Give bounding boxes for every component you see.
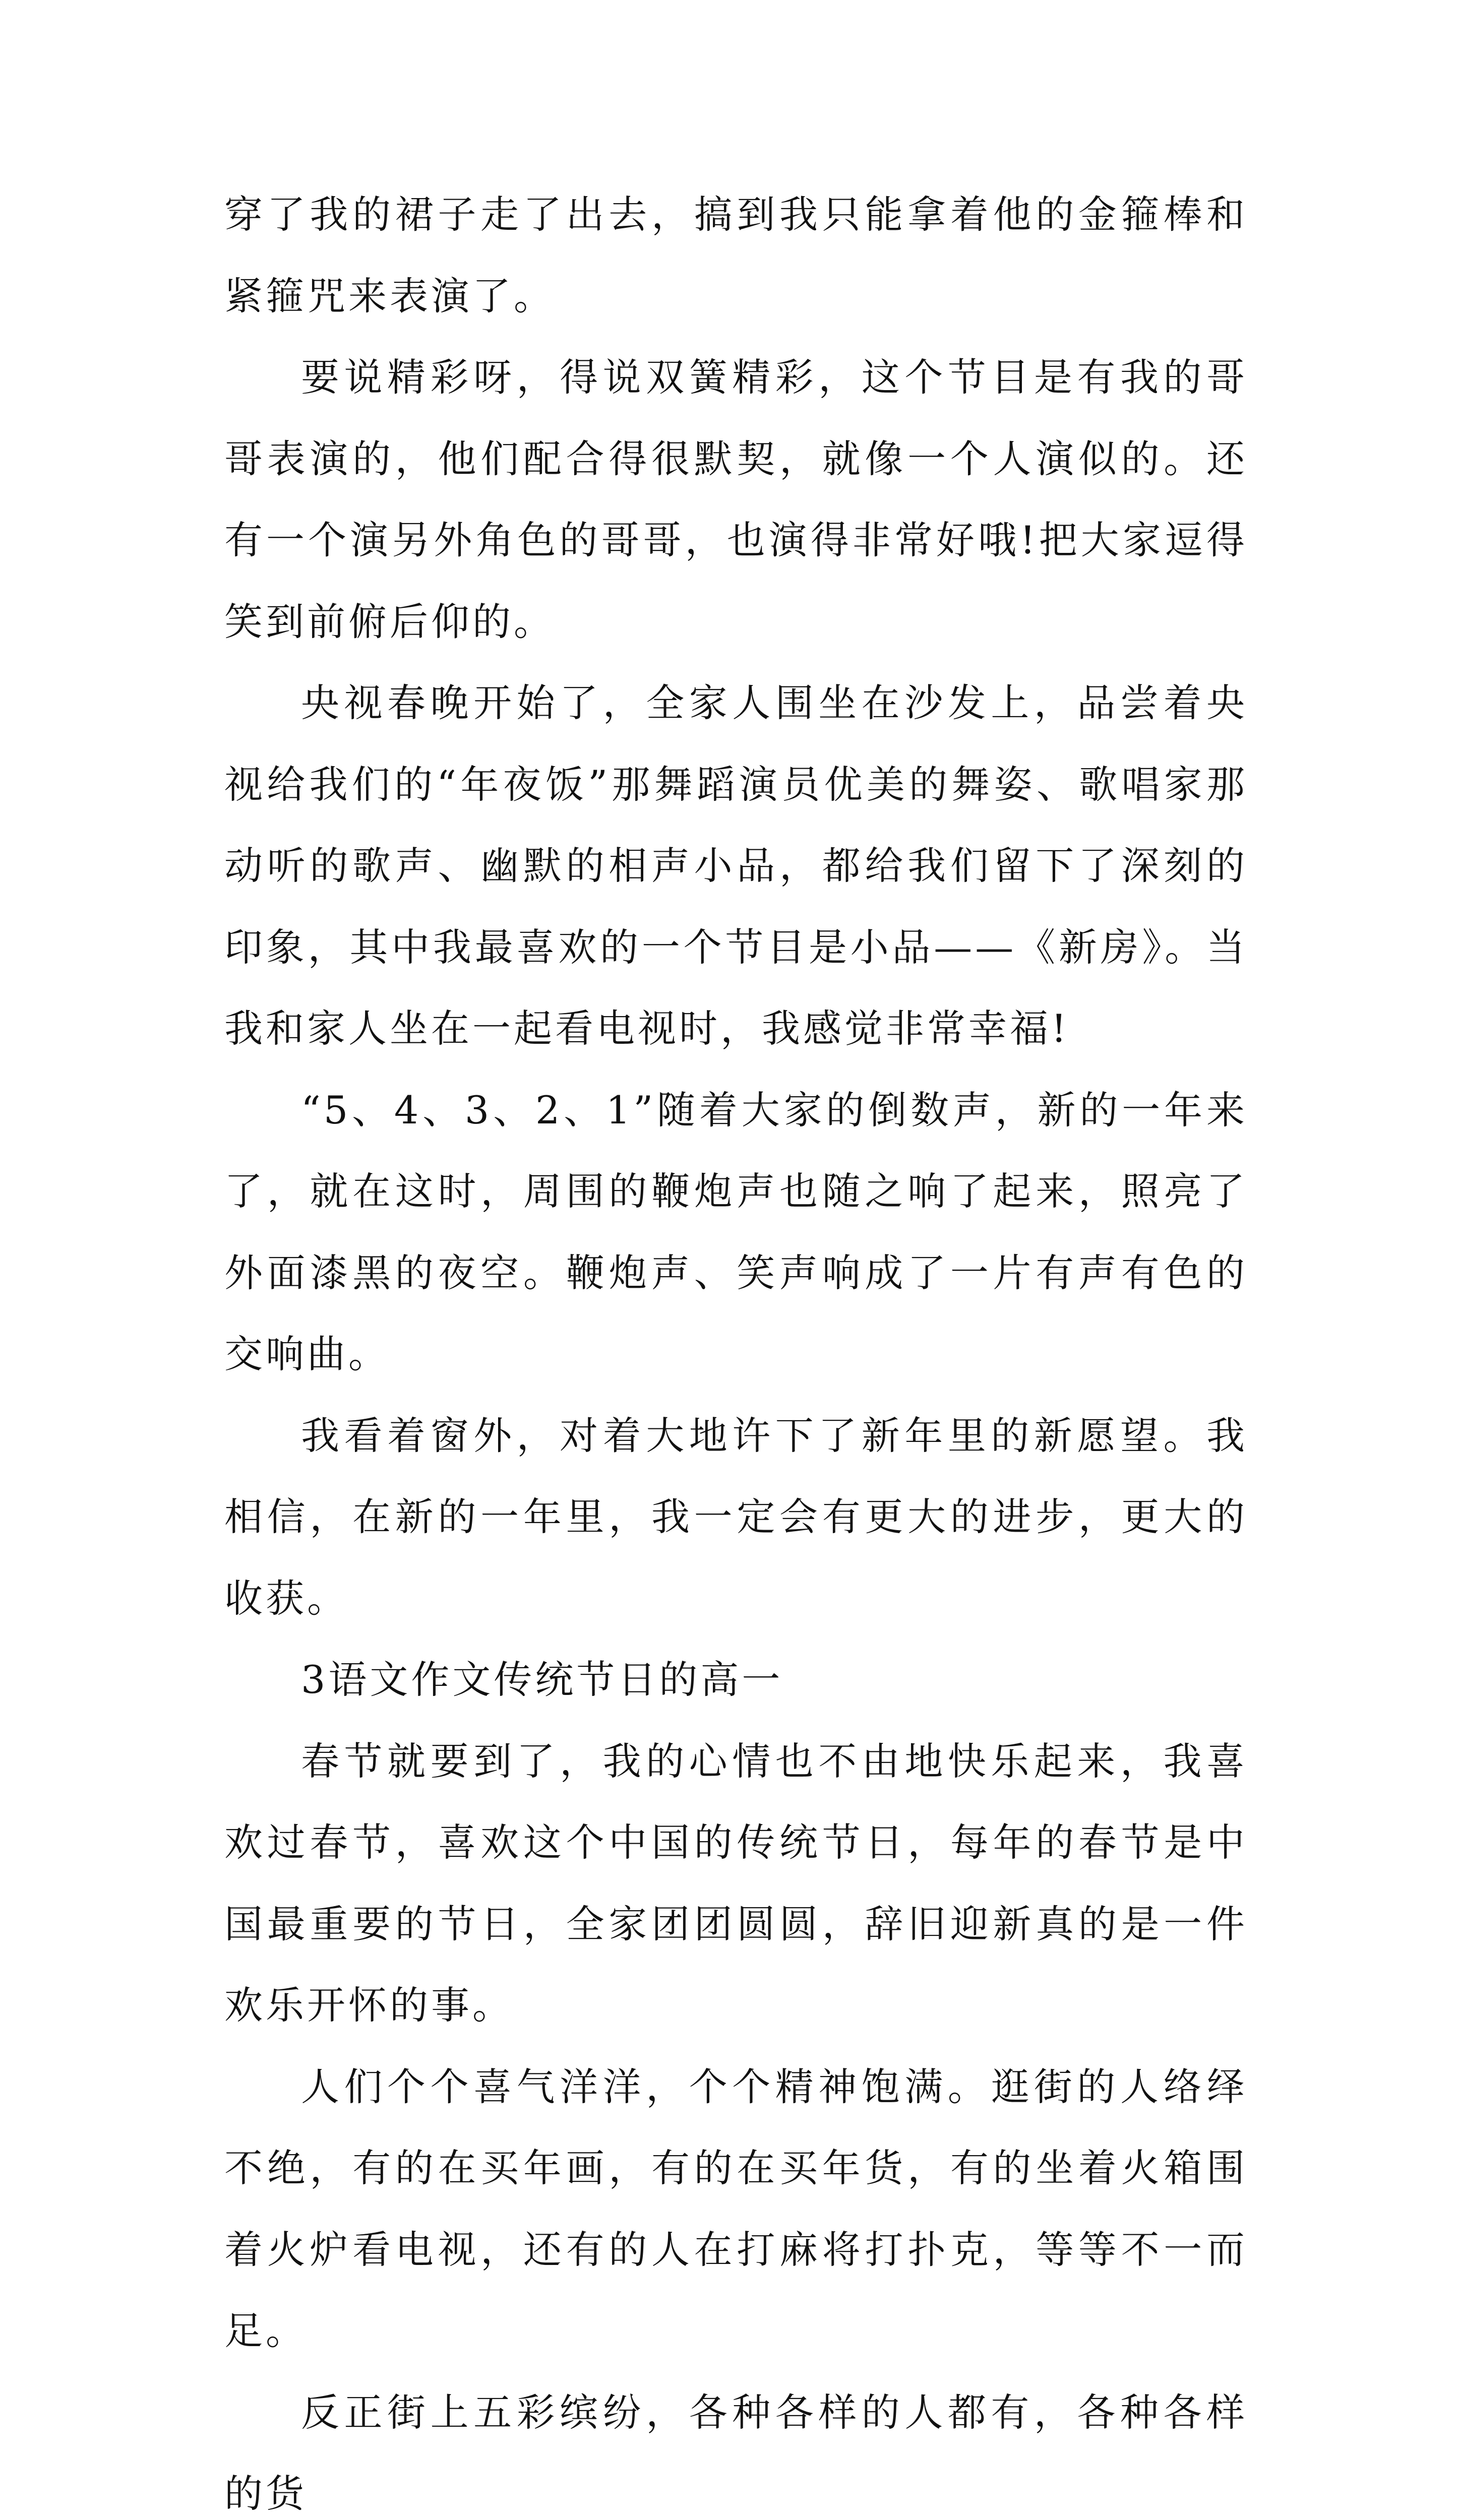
paragraph-new-year-wish: 我看着窗外，对着大地许下了新年里的新愿望。我相信，在新的一年里，我一定会有更大的进步，更大的收获。 [224,1395,1248,1640]
paragraph-colorful-street: 反正街上五彩缤纷，各种各样的人都有，各种各样的货 [224,2372,1248,2520]
paragraph-spring-festival: 春节就要到了，我的心情也不由地快乐起来，我喜欢过春节，喜欢这个中国的传统节日，每年的春节是中国最重要的节日，全家团团圆圆，辞旧迎新真的是一件欢乐开怀的事。 [224,1721,1248,2046]
paragraph-countdown: “5、4、3、2、1”随着大家的倒数声，新的一年来了，就在这时，周围的鞭炮声也随之响了起来，照亮了外面漆黑的夜空。鞭炮声、笑声响成了一片有声有色的交响曲。 [224,1069,1248,1395]
paragraph-continued: 穿了我的裙子走了出去，搞到我只能拿着他的金箍棒和紧箍咒来表演了。 [224,174,1248,337]
paragraph-shuanghuang: 要说精彩呀，得说双簧精彩，这个节目是有我的哥哥表演的，他们配合得很默契，就像一个人演似的。还有一个演另外角色的哥哥，也演得非常好哦!把大家逗得笑到前俯后仰的。 [224,337,1248,662]
paragraph-cctv-gala: 央视春晚开始了，全家人围坐在沙发上，品尝着央视给我们的“年夜饭”那舞蹈演员优美的舞姿、歌唱家那动听的歌声、幽默的相声小品，都给我们留下了深刻的印象，其中我最喜欢的一个节目是小品——《新房》。当我和家人坐在一起看电视时，我感觉非常幸福! [224,662,1248,1069]
paragraph-street-people: 人们个个喜气洋洋，个个精神饱满。逛街的人络绎不绝，有的在买年画，有的在买年货，有的坐着火箱围着火炉看电视，还有的人在打麻将打扑克，等等不一而足。 [224,2046,1248,2372]
document-body [224,174,1248,2520]
section-heading: 3语文作文传统节日的高一 [224,1639,1248,1721]
